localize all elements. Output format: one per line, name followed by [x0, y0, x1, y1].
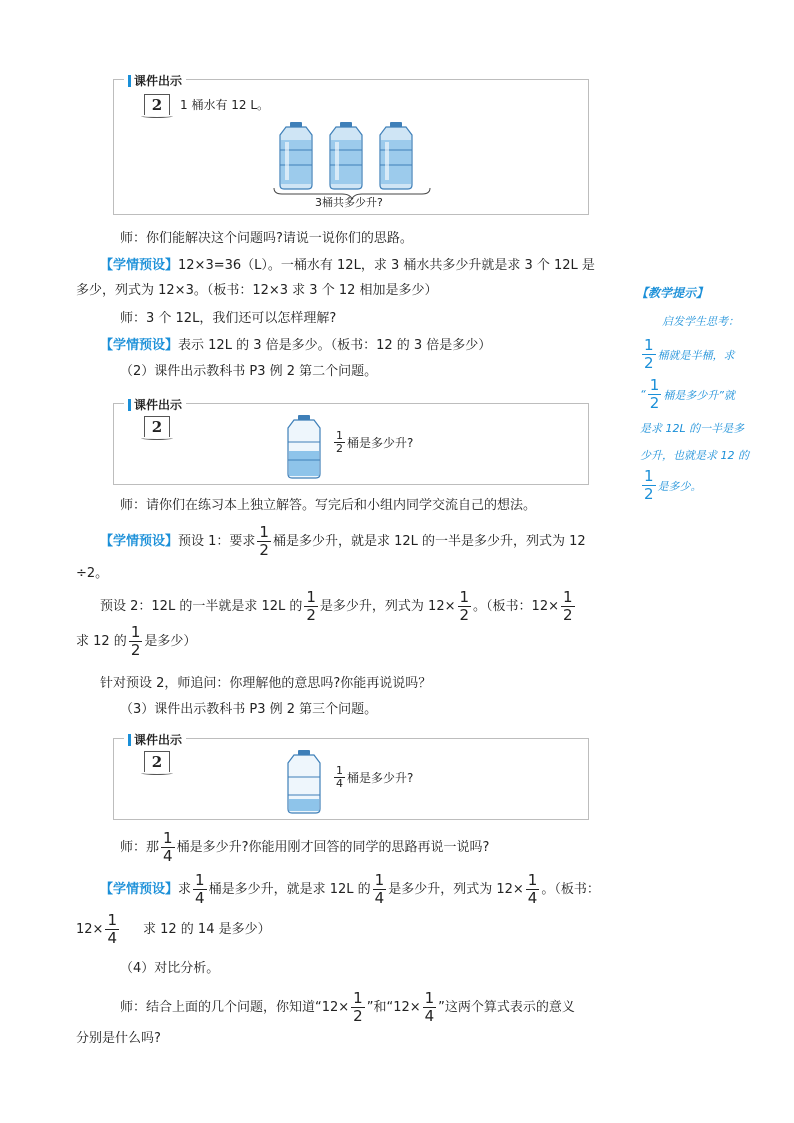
p8b-text: 是多少升，列式为 12× [319, 599, 456, 614]
fraction-half [129, 624, 143, 659]
fraction-half [257, 524, 271, 559]
paragraph-8b [76, 624, 196, 659]
paragraph-7a [100, 524, 586, 559]
fraction-half [334, 430, 345, 455]
p14b-text: ”和“12× [366, 1000, 421, 1015]
teaching-tip-title: 【教学提示】 [636, 286, 709, 300]
paragraph-2b: 多少，列式为 12×3。（板书：12×3 求 3 个 12 相加是多少） [76, 283, 438, 298]
frac-num: 1 [424, 989, 435, 1007]
fraction-quarter [373, 872, 387, 907]
question-text: 桶是多少升? [347, 436, 414, 450]
badge-number: 2 [151, 96, 163, 114]
frac-den: 4 [374, 889, 385, 907]
fraction-half [642, 337, 656, 372]
paragraph-12a [100, 872, 600, 907]
paragraph-11 [120, 830, 489, 865]
example-number-badge [144, 94, 170, 115]
fraction-quarter [334, 765, 345, 790]
p7b-text: 桶是多少升，就是求 12L 的一半是多少升，列式为 12 [272, 534, 586, 549]
courseware-label [124, 396, 186, 413]
teaching-tip-line-3 [640, 377, 735, 412]
paragraph-4-text: 表示 12L 的 3 倍是多少。（板书：12 的 3 倍是多少） [178, 338, 492, 353]
paragraph-14b: 分别是什么吗? [76, 1031, 161, 1046]
jug-question [332, 765, 413, 790]
p12b-text: 桶是多少升，就是求 12L 的 [208, 882, 371, 897]
fraction-quarter [526, 872, 540, 907]
p12c-text: 是多少升，列式为 12× [388, 882, 524, 897]
example-number-badge [144, 416, 170, 437]
frac-den: 2 [130, 641, 141, 659]
frac-den: 4 [527, 889, 538, 907]
fraction-half [458, 589, 472, 624]
courseware-box-1 [113, 74, 589, 215]
frac-den: 2 [459, 606, 470, 624]
teaching-tip-line-2 [640, 337, 735, 372]
frac-den: 2 [562, 606, 573, 624]
badge-number: 2 [151, 418, 163, 436]
fraction-half [351, 990, 365, 1025]
p7a-text: 预设 1：要求 [178, 534, 256, 549]
question-text: 桶是多少升? [347, 771, 414, 785]
p12f-text: 求 12 的 14 是多少） [142, 922, 271, 937]
badge-number: 2 [151, 753, 163, 771]
frac-num: 1 [336, 429, 343, 442]
problem-statement: 1 桶水有 12 L。 [180, 98, 270, 112]
courseware-box-2 [113, 398, 589, 485]
tip-text: 桶是多少升”就 [663, 388, 735, 402]
frac-den: 2 [259, 541, 269, 559]
paragraph-3: 师：3 个 12L，我们还可以怎样理解? [120, 311, 337, 326]
paragraph-14a [120, 990, 575, 1025]
paragraph-8a [100, 589, 577, 624]
water-jugs-illustration [276, 120, 436, 194]
frac-den: 2 [353, 1007, 363, 1025]
p14a-text: 师：结合上面的几个问题，你知道“12× [120, 1000, 350, 1015]
label-bar-icon [128, 399, 131, 411]
frac-den: 4 [163, 847, 173, 865]
frac-num: 1 [644, 336, 654, 354]
frac-den: 2 [336, 442, 343, 455]
paragraph-6: 师：请你们在练习本上独立解答。写完后和小组内同学交流自己的想法。 [120, 498, 537, 513]
label-bar-icon [128, 734, 131, 746]
frac-num: 1 [562, 588, 573, 606]
teaching-tip-line-4: 是求 12L 的一半是多 [640, 422, 745, 435]
tip-text: 桶就是半桶，求 [657, 348, 735, 362]
courseware-label-text: 课件出示 [134, 733, 183, 747]
p14c-text: ”这两个算式表示的意义 [438, 1000, 575, 1015]
paragraph-13: （4）对比分析。 [120, 961, 220, 976]
frac-num: 1 [163, 829, 173, 847]
label-bar-icon [128, 75, 131, 87]
fraction-half [648, 377, 662, 412]
frac-den: 4 [107, 929, 117, 947]
p11b-text: 桶是多少升?你能用刚才回答的同学的思路再说一说吗? [176, 840, 490, 855]
paragraph-10: （3）课件出示教科书 P3 例 2 第三个问题。 [120, 702, 378, 717]
frac-num: 1 [527, 871, 538, 889]
courseware-label [124, 731, 186, 748]
paragraph-7c: ÷2。 [76, 566, 109, 581]
p12e-text: 12× [76, 922, 104, 937]
fraction-half [642, 468, 656, 503]
frac-den: 2 [306, 606, 316, 624]
frac-num: 1 [459, 588, 470, 606]
student-preset-tag: 【学情预设】 [100, 258, 179, 273]
student-preset-tag: 【学情预设】 [100, 534, 179, 549]
paragraph-1: 师：你们能解决这个问题吗?请说一说你们的思路。 [120, 231, 413, 246]
p8d-text: 求 12 的 [76, 634, 127, 649]
fraction-quarter [423, 990, 437, 1025]
frac-den: 2 [644, 354, 654, 372]
fraction-quarter [193, 872, 207, 907]
frac-num: 1 [644, 467, 654, 485]
frac-num: 1 [649, 376, 660, 394]
tip-quote: “ [640, 388, 646, 401]
jug-question [332, 430, 413, 455]
frac-num: 1 [195, 871, 205, 889]
fraction-quarter [105, 912, 119, 947]
frac-num: 1 [107, 911, 117, 929]
fraction-half [304, 589, 318, 624]
courseware-label [124, 72, 186, 89]
p12d-text: 。（板书： [541, 882, 600, 897]
fraction-quarter [161, 830, 175, 865]
teaching-tip-line-6 [640, 468, 702, 503]
student-preset-tag: 【学情预设】 [100, 338, 179, 353]
teaching-tip-line-5: 少升，也就是求 12 的 [640, 449, 749, 462]
teaching-tip-line-1: 启发学生思考： [662, 315, 739, 328]
half-water-jug-icon [284, 414, 324, 480]
fraction-half [561, 589, 575, 624]
paragraph-12b [76, 912, 271, 947]
frac-num: 1 [306, 588, 316, 606]
brace-label: 3桶共多少升? [315, 196, 383, 209]
paragraph-2a [100, 257, 595, 275]
frac-num: 1 [336, 764, 343, 777]
courseware-label-text: 课件出示 [134, 398, 183, 412]
p11a-text: 师：那 [120, 840, 160, 855]
student-preset-tag: 【学情预设】 [100, 882, 179, 897]
p8c-text: 。（板书：12× [473, 599, 559, 614]
paragraph-5: （2）课件出示教科书 P3 例 2 第二个问题。 [120, 364, 378, 379]
tip-text: 是多少。 [657, 479, 702, 493]
example-number-badge [144, 751, 170, 772]
frac-num: 1 [353, 989, 363, 1007]
paragraph-4 [100, 337, 491, 355]
frac-num: 1 [374, 871, 385, 889]
frac-den: 2 [644, 485, 654, 503]
paragraph-2a-text: 12×3=36（L）。一桶水有 12L，求 3 桶水共多少升就是求 3 个 12L 是 [178, 258, 595, 273]
frac-den: 4 [424, 1007, 435, 1025]
p12a-text: 求 [178, 882, 192, 897]
frac-den: 4 [336, 777, 343, 790]
frac-den: 2 [649, 394, 660, 412]
frac-num: 1 [259, 523, 269, 541]
courseware-label-text: 课件出示 [134, 74, 183, 88]
frac-den: 4 [195, 889, 205, 907]
p8e-text: 是多少） [144, 634, 197, 649]
courseware-box-3 [113, 733, 589, 820]
quarter-water-jug-icon [284, 749, 324, 815]
paragraph-9: 针对预设 2，师追问：你理解他的意思吗?你能再说说吗？ [100, 676, 432, 691]
water-jug-icon [280, 122, 312, 189]
frac-num: 1 [130, 623, 141, 641]
p8a-text: 预设 2：12L 的一半就是求 12L 的 [100, 599, 303, 614]
